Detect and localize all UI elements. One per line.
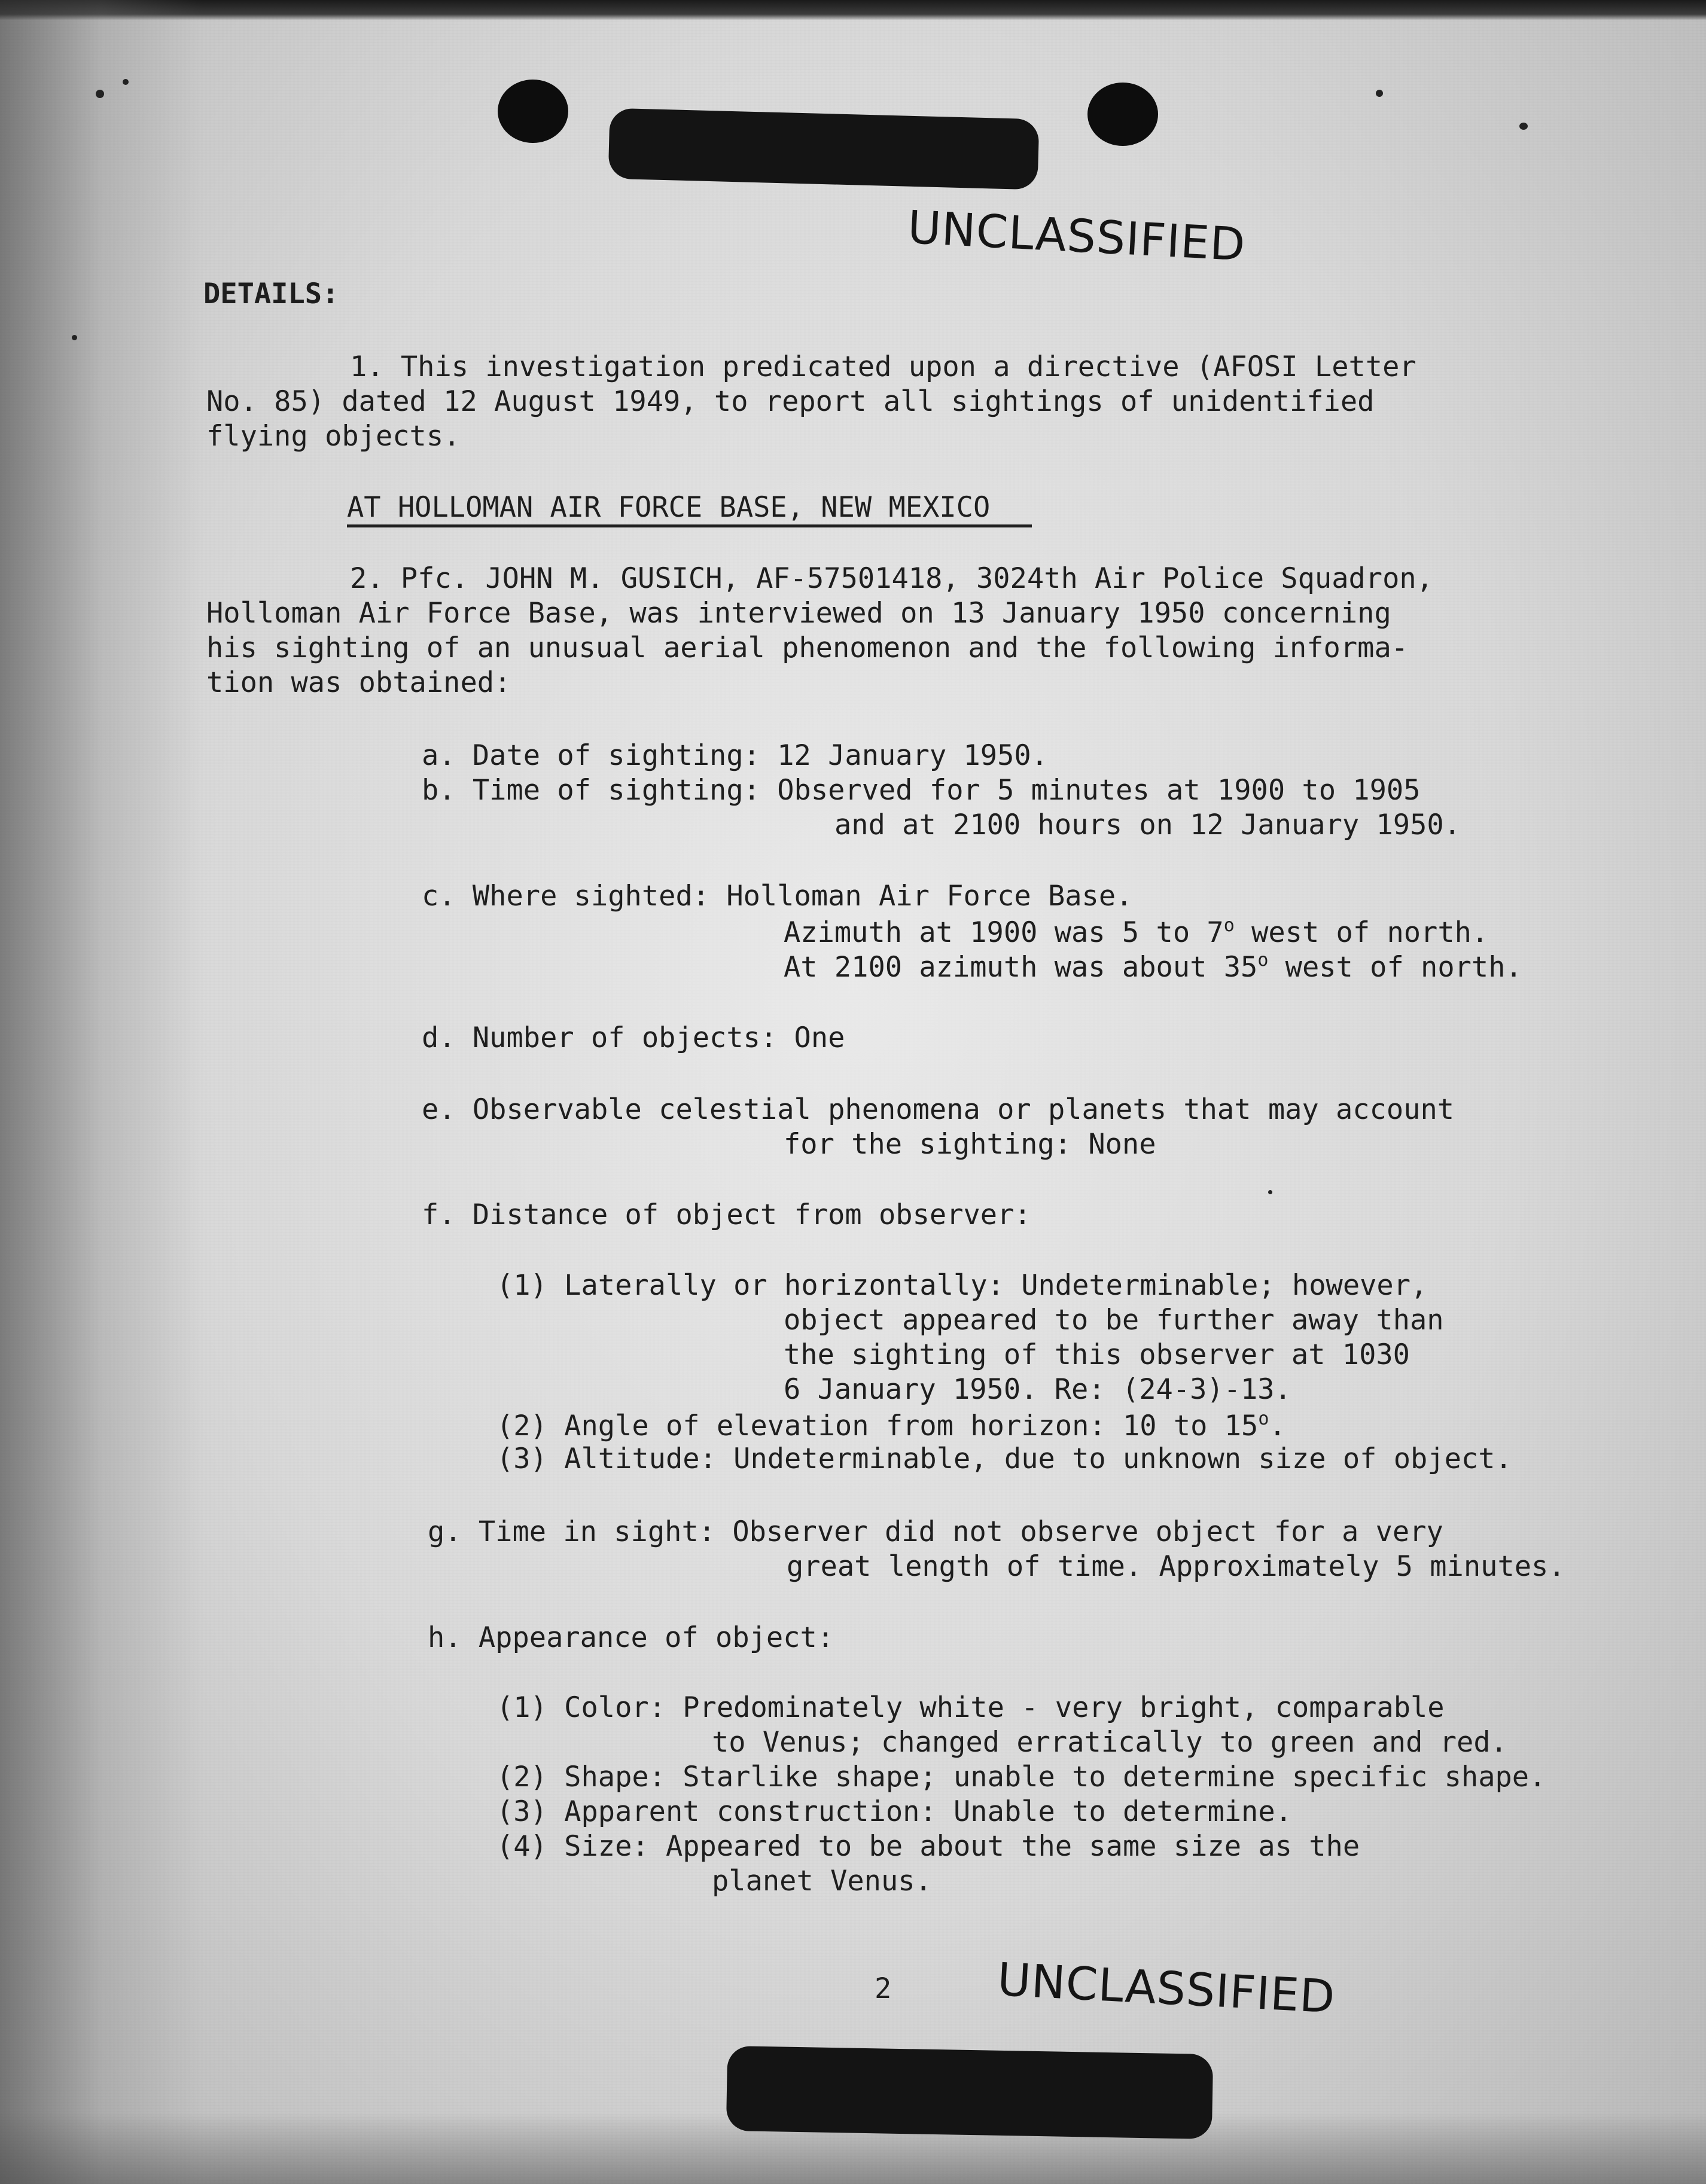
page-number: 2 bbox=[875, 1972, 892, 2005]
item-f3: (3) Altitude: Undeterminable, due to unknown size of object. bbox=[496, 1442, 1512, 1475]
scan-speck bbox=[1519, 123, 1528, 130]
degree-mark: o bbox=[1223, 915, 1235, 936]
unclassified-stamp-top: UNCLASSIFIED bbox=[906, 200, 1247, 272]
item-h4-line2: planet Venus. bbox=[712, 1865, 932, 1898]
item-f2-tail: . bbox=[1269, 1410, 1286, 1442]
item-h3: (3) Apparent construction: Unable to determine. bbox=[496, 1795, 1292, 1828]
item-h: h. Appearance of object: bbox=[428, 1621, 834, 1654]
punch-hole-right bbox=[1087, 83, 1158, 146]
item-b-line2: and at 2100 hours on 12 January 1950. bbox=[834, 809, 1461, 841]
para2-line4: tion was obtained: bbox=[206, 666, 511, 699]
scan-top-edge bbox=[0, 0, 1706, 20]
item-c3-tail: west of north. bbox=[1268, 951, 1522, 984]
item-c-line3 bbox=[784, 950, 1522, 984]
item-a: a. Date of sighting: 12 January 1950. bbox=[422, 739, 1048, 772]
item-g-line1: g. Time in sight: Observer did not observe object for a very bbox=[428, 1515, 1443, 1548]
location-heading-underline bbox=[347, 524, 1032, 527]
degree-mark: o bbox=[1258, 1408, 1269, 1429]
item-h1-line2: to Venus; changed erratically to green and red. bbox=[712, 1726, 1507, 1759]
punch-hole-left bbox=[498, 80, 568, 143]
item-c2-text: Azimuth at 1900 was 5 to 7 bbox=[784, 916, 1224, 949]
item-d: d. Number of objects: One bbox=[422, 1021, 845, 1054]
item-f: f. Distance of object from observer: bbox=[422, 1198, 1031, 1231]
item-g-line2: great length of time. Approximately 5 minutes. bbox=[787, 1550, 1565, 1583]
item-f2-text: (2) Angle of elevation from horizon: 10 to 15 bbox=[496, 1410, 1259, 1442]
details-heading: DETAILS: bbox=[203, 277, 339, 310]
unclassified-stamp-bottom: UNCLASSIFIED bbox=[996, 1953, 1337, 2024]
item-c2-tail: west of north. bbox=[1234, 916, 1489, 949]
item-c-line2 bbox=[784, 917, 1488, 947]
item-h4-line1: (4) Size: Appeared to be about the same size as the bbox=[496, 1830, 1360, 1863]
item-c-line1: c. Where sighted: Holloman Air Force Base. bbox=[422, 880, 1133, 913]
item-f1-line3: the sighting of this observer at 1030 bbox=[784, 1338, 1410, 1371]
degree-mark: o bbox=[1257, 950, 1269, 971]
para2-line2: Holloman Air Force Base, was interviewed on 13 January 1950 concerning bbox=[206, 597, 1391, 630]
item-f2 bbox=[496, 1410, 1286, 1440]
item-e-line1: e. Observable celestial phenomena or planets that may account bbox=[422, 1093, 1455, 1126]
scan-speck bbox=[1268, 1190, 1272, 1194]
item-c3-text: At 2100 azimuth was about 35 bbox=[784, 951, 1258, 984]
scan-speck bbox=[96, 90, 104, 98]
para1-line2: No. 85) dated 12 August 1949, to report all sightings of unidentified bbox=[206, 385, 1375, 418]
para2-line3: his sighting of an unusual aerial phenomenon and the following informa- bbox=[206, 632, 1409, 664]
scan-speck bbox=[72, 335, 77, 340]
scan-speck bbox=[1376, 90, 1383, 97]
item-b-line1: b. Time of sighting: Observed for 5 minutes at 1900 to 1905 bbox=[422, 774, 1421, 807]
redaction-bar-bottom bbox=[726, 2046, 1213, 2139]
scan-speck bbox=[123, 79, 129, 85]
item-e-line2: for the sighting: None bbox=[784, 1128, 1156, 1161]
item-h1-line1: (1) Color: Predominately white - very bright, comparable bbox=[496, 1691, 1445, 1724]
item-f1-line2: object appeared to be further away than bbox=[784, 1304, 1444, 1337]
redaction-bar-top bbox=[608, 108, 1040, 190]
item-f1-line4: 6 January 1950. Re: (24-3)-13. bbox=[784, 1373, 1291, 1406]
para1-line1: 1. This investigation predicated upon a directive (AFOSI Letter bbox=[350, 350, 1416, 383]
item-f1-line1: (1) Laterally or horizontally: Undeterminable; however, bbox=[496, 1269, 1428, 1302]
para2-line1: 2. Pfc. JOHN M. GUSICH, AF-57501418, 3024th Air Police Squadron, bbox=[350, 562, 1433, 595]
scan-left-shadow bbox=[0, 0, 203, 2184]
para1-line3: flying objects. bbox=[206, 420, 461, 453]
item-h2: (2) Shape: Starlike shape; unable to determine specific shape. bbox=[496, 1761, 1546, 1793]
location-heading: AT HOLLOMAN AIR FORCE BASE, NEW MEXICO bbox=[347, 491, 991, 524]
